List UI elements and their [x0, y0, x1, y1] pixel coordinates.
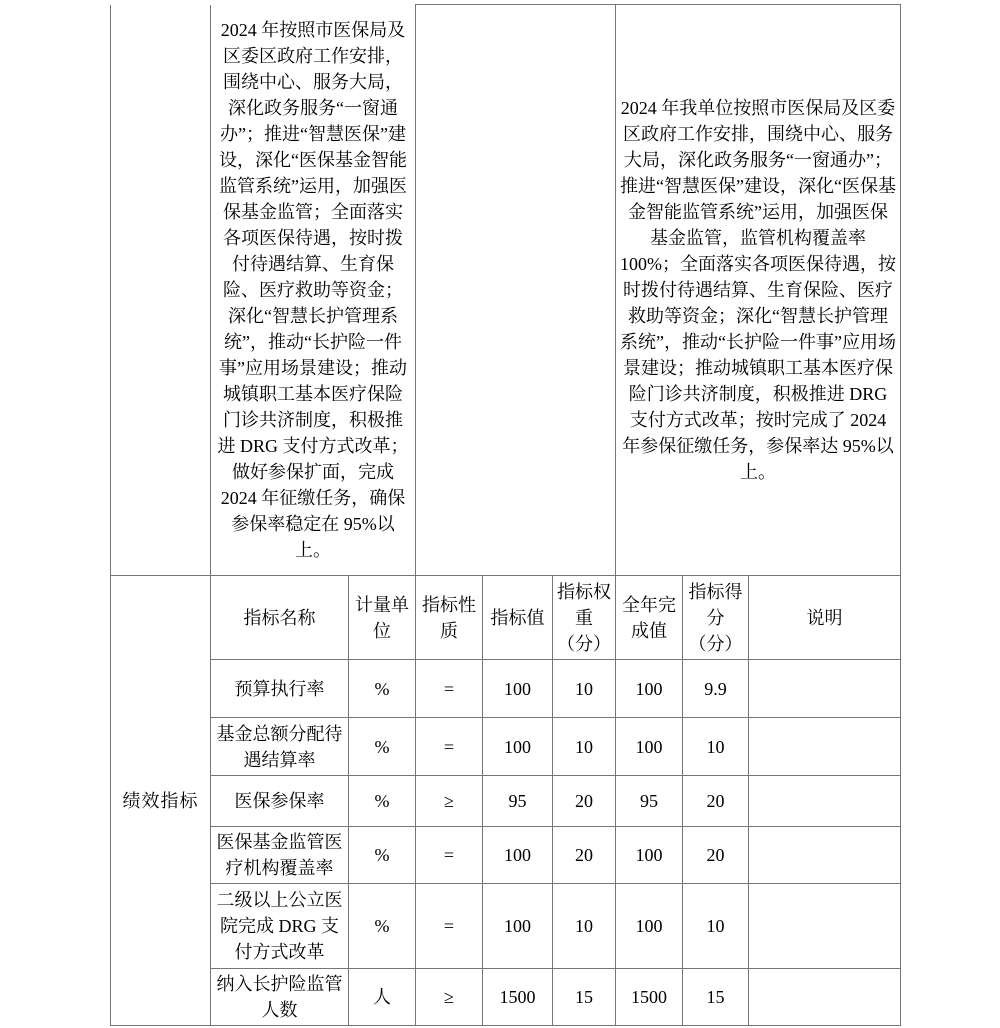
- cell-target-value: 100: [483, 827, 553, 884]
- cell-target-value: 100: [483, 660, 553, 718]
- cell-score: 20: [683, 827, 749, 884]
- indicator-row: [111, 884, 901, 969]
- cell-weight: 15: [553, 969, 616, 1026]
- cell-nature: ≥: [416, 776, 483, 827]
- indicator-row: [111, 776, 901, 827]
- appraisal-table: [110, 4, 901, 1026]
- cell-annual-completion: 100: [616, 660, 683, 718]
- header-annual-completion: 全年完成值: [616, 576, 683, 660]
- cell-annual-completion: 100: [616, 884, 683, 969]
- summary-middle-empty-cell: [416, 5, 616, 576]
- cell-indicator-name: 医保参保率: [211, 776, 349, 827]
- cell-weight: 20: [553, 776, 616, 827]
- cell-note: [749, 884, 901, 969]
- header-score: 指标得分（分）: [683, 576, 749, 660]
- cell-note: [749, 718, 901, 776]
- cell-score: 10: [683, 884, 749, 969]
- annual-completion-text-cell: 2024 年我单位按照市医保局及区委区政府工作安排，围绕中心、服务大局，深化政务服务“一窗通办”；推进“智慧医保”建设，深化“医保基金智能监管系统”运用，加强医保基金监管，监管机构覆盖率 100%；全面落实各项医保待遇，按时拨付待遇结算、生育保险、医疗救助等资金；深化“智慧长护管理系统”，推动“长护险一件事”应用场景建设；推动城镇职工基本医疗保险门诊共济制度，积极推进 DRG 支付方式改革；按时完成了 2024 年参保征缴任务，参保率达 95%以上。: [616, 5, 901, 576]
- cell-score: 20: [683, 776, 749, 827]
- cell-target-value: 100: [483, 884, 553, 969]
- cell-annual-completion: 1500: [616, 969, 683, 1026]
- cell-note: [749, 660, 901, 718]
- cell-indicator-name: 预算执行率: [211, 660, 349, 718]
- cell-score: 10: [683, 718, 749, 776]
- cell-weight: 20: [553, 827, 616, 884]
- indicator-row: [111, 969, 901, 1026]
- cell-indicator-name: 医保基金监管医疗机构覆盖率: [211, 827, 349, 884]
- cell-nature: =: [416, 884, 483, 969]
- cell-weight: 10: [553, 884, 616, 969]
- header-nature: 指标性质: [416, 576, 483, 660]
- header-unit: 计量单位: [349, 576, 416, 660]
- cell-target-value: 1500: [483, 969, 553, 1026]
- cell-nature: =: [416, 660, 483, 718]
- cell-nature: ≥: [416, 969, 483, 1026]
- section-label-cell: 绩效指标: [111, 576, 211, 1026]
- cell-note: [749, 827, 901, 884]
- indicator-header-row: [111, 576, 901, 660]
- indicator-row: [111, 718, 901, 776]
- cell-score: 15: [683, 969, 749, 1026]
- cell-unit: %: [349, 884, 416, 969]
- cell-weight: 10: [553, 718, 616, 776]
- cell-target-value: 100: [483, 718, 553, 776]
- cell-weight: 10: [553, 660, 616, 718]
- cell-annual-completion: 95: [616, 776, 683, 827]
- header-note: 说明: [749, 576, 901, 660]
- annual-target-text-cell: 2024 年按照市医保局及区委区政府工作安排，围绕中心、服务大局，深化政务服务“一窗通办”；推进“智慧医保”建设，深化“医保基金智能监管系统”运用，加强医保基金监管；全面落实各项医保待遇，按时拨付待遇结算、生育保险、医疗救助等资金；深化“智慧长护管理系统”，推动“长护险一件事”应用场景建设；推动城镇职工基本医疗保险门诊共济制度，积极推进 DRG 支付方式改革；做好参保扩面，完成 2024 年征缴任务，确保参保率稳定在 95%以上。: [211, 5, 416, 576]
- summary-row: [111, 5, 901, 576]
- summary-label-empty-cell: [111, 5, 211, 576]
- cell-indicator-name: 纳入长护险监管人数: [211, 969, 349, 1026]
- cell-target-value: 95: [483, 776, 553, 827]
- header-weight: 指标权重（分）: [553, 576, 616, 660]
- cell-indicator-name: 二级以上公立医院完成 DRG 支付方式改革: [211, 884, 349, 969]
- cell-annual-completion: 100: [616, 827, 683, 884]
- cell-note: [749, 776, 901, 827]
- cell-nature: =: [416, 827, 483, 884]
- cell-unit: %: [349, 827, 416, 884]
- cell-score: 9.9: [683, 660, 749, 718]
- header-target-value: 指标值: [483, 576, 553, 660]
- cell-unit: %: [349, 718, 416, 776]
- cell-unit: 人: [349, 969, 416, 1026]
- indicator-row: [111, 660, 901, 718]
- cell-indicator-name: 基金总额分配待遇结算率: [211, 718, 349, 776]
- cell-annual-completion: 100: [616, 718, 683, 776]
- cell-note: [749, 969, 901, 1026]
- cell-unit: %: [349, 776, 416, 827]
- indicator-row: [111, 827, 901, 884]
- cell-unit: %: [349, 660, 416, 718]
- cell-nature: =: [416, 718, 483, 776]
- header-indicator-name: 指标名称: [211, 576, 349, 660]
